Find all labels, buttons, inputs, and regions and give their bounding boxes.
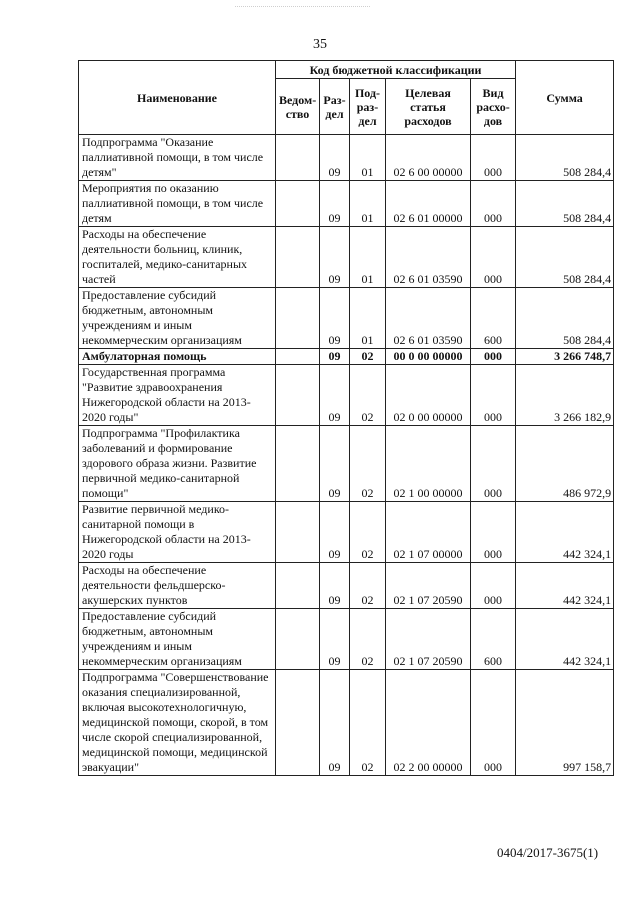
cell-target: 02 6 00 00000 — [386, 135, 471, 181]
cell-dept — [276, 609, 320, 670]
cell-amount: 997 158,7 — [516, 670, 614, 776]
cell-name: Подпрограмма "Оказание паллиативной помощи, в том числе детям" — [79, 135, 276, 181]
cell-subsection: 02 — [350, 426, 386, 502]
cell-section: 09 — [320, 135, 350, 181]
cell-target: 02 1 07 00000 — [386, 502, 471, 563]
cell-subsection: 02 — [350, 609, 386, 670]
cell-name: Расходы на обеспечение деятельности больниц, клиник, госпиталей, медико-санитарных частей — [79, 227, 276, 288]
cell-amount: 508 284,4 — [516, 288, 614, 349]
cell-amount: 508 284,4 — [516, 227, 614, 288]
cell-dept — [276, 563, 320, 609]
cell-dept — [276, 426, 320, 502]
table-row — [79, 502, 614, 563]
cell-expense-type: 000 — [471, 426, 516, 502]
cell-amount: 442 324,1 — [516, 609, 614, 670]
cell-name: Подпрограмма "Профилактика заболеваний и формирование здорового образа жизни. Развитие первичной медико-санитарной помощи" — [79, 426, 276, 502]
cell-target: 02 6 01 03590 — [386, 227, 471, 288]
table-row — [79, 609, 614, 670]
cell-expense-type: 000 — [471, 670, 516, 776]
header-target: Целевая статья расходов — [386, 79, 471, 135]
cell-amount: 508 284,4 — [516, 181, 614, 227]
cell-dept — [276, 181, 320, 227]
cell-target: 00 0 00 00000 — [386, 349, 471, 365]
cell-subsection: 02 — [350, 349, 386, 365]
cell-section: 09 — [320, 227, 350, 288]
cell-amount: 3 266 182,9 — [516, 365, 614, 426]
cell-name: Предоставление субсидий бюджетным, автономным учреждениям и иным некоммерческим организациям — [79, 288, 276, 349]
cell-expense-type: 600 — [471, 288, 516, 349]
cell-target: 02 6 01 03590 — [386, 288, 471, 349]
cell-expense-type: 000 — [471, 349, 516, 365]
cell-target: 02 0 00 00000 — [386, 365, 471, 426]
cell-expense-type: 000 — [471, 181, 516, 227]
cell-dept — [276, 288, 320, 349]
cell-section: 09 — [320, 502, 350, 563]
cell-name: Государственная программа "Развитие здравоохранения Нижегородской области на 2013-2020 годы" — [79, 365, 276, 426]
header-subsection: Под-раз-дел — [350, 79, 386, 135]
budget-table — [78, 60, 614, 776]
cell-section: 09 — [320, 563, 350, 609]
cell-dept — [276, 365, 320, 426]
header-amount: Сумма — [516, 61, 614, 135]
document-code: 0404/2017-3675(1) — [497, 845, 599, 860]
cell-amount: 3 266 748,7 — [516, 349, 614, 365]
table-row — [79, 563, 614, 609]
table-row — [79, 426, 614, 502]
cell-section: 09 — [320, 349, 350, 365]
cell-section: 09 — [320, 365, 350, 426]
cell-name: Расходы на обеспечение деятельности фельдшерско-акушерских пунктов — [79, 563, 276, 609]
cell-subsection: 02 — [350, 670, 386, 776]
cell-name: Развитие первичной медико-санитарной помощи в Нижегородской области на 2013-2020 годы — [79, 502, 276, 563]
cell-subsection: 01 — [350, 181, 386, 227]
cell-target: 02 1 07 20590 — [386, 563, 471, 609]
table-row — [79, 365, 614, 426]
cell-target: 02 1 07 20590 — [386, 609, 471, 670]
cell-dept — [276, 135, 320, 181]
cell-subsection: 01 — [350, 227, 386, 288]
cell-amount: 442 324,1 — [516, 502, 614, 563]
table-body — [79, 135, 614, 776]
cell-subsection: 02 — [350, 365, 386, 426]
cell-target: 02 1 00 00000 — [386, 426, 471, 502]
cell-amount: 442 324,1 — [516, 563, 614, 609]
page-number: 35 — [313, 37, 327, 52]
table-row — [79, 670, 614, 776]
header-dept: Ведом-ство — [276, 79, 320, 135]
scan-artifact — [235, 6, 370, 13]
cell-dept — [276, 502, 320, 563]
cell-expense-type: 000 — [471, 227, 516, 288]
table-row — [79, 181, 614, 227]
cell-amount: 486 972,9 — [516, 426, 614, 502]
cell-name: Предоставление субсидий бюджетным, автономным учреждениям и иным некоммерческим организациям — [79, 609, 276, 670]
cell-subsection: 02 — [350, 502, 386, 563]
cell-subsection: 01 — [350, 135, 386, 181]
cell-section: 09 — [320, 288, 350, 349]
cell-expense-type: 000 — [471, 502, 516, 563]
cell-target: 02 2 00 00000 — [386, 670, 471, 776]
cell-expense-type: 000 — [471, 365, 516, 426]
cell-subsection: 02 — [350, 563, 386, 609]
table-row — [79, 288, 614, 349]
cell-dept — [276, 670, 320, 776]
cell-name: Подпрограмма "Совершенствование оказания специализированной, включая высокотехнологичную, медицинской помощи, скорой, в том числе скорой специализированной, медицинской помощи, медицинской эвакуации" — [79, 670, 276, 776]
table-row — [79, 349, 614, 365]
cell-expense-type: 000 — [471, 563, 516, 609]
table-row — [79, 227, 614, 288]
cell-target: 02 6 01 00000 — [386, 181, 471, 227]
cell-name: Мероприятия по оказанию паллиативной помощи, в том числе детям — [79, 181, 276, 227]
cell-subsection: 01 — [350, 288, 386, 349]
cell-dept — [276, 349, 320, 365]
header-name: Наименование — [79, 61, 276, 135]
cell-dept — [276, 227, 320, 288]
header-expense-type: Вид расхо-дов — [471, 79, 516, 135]
cell-amount: 508 284,4 — [516, 135, 614, 181]
cell-section: 09 — [320, 181, 350, 227]
header-classification-group: Код бюджетной классификации — [276, 61, 516, 79]
cell-expense-type: 600 — [471, 609, 516, 670]
table-row — [79, 135, 614, 181]
cell-section: 09 — [320, 426, 350, 502]
header-section: Раз-дел — [320, 79, 350, 135]
cell-section: 09 — [320, 609, 350, 670]
cell-name: Амбулаторная помощь — [79, 349, 276, 365]
cell-section: 09 — [320, 670, 350, 776]
cell-expense-type: 000 — [471, 135, 516, 181]
